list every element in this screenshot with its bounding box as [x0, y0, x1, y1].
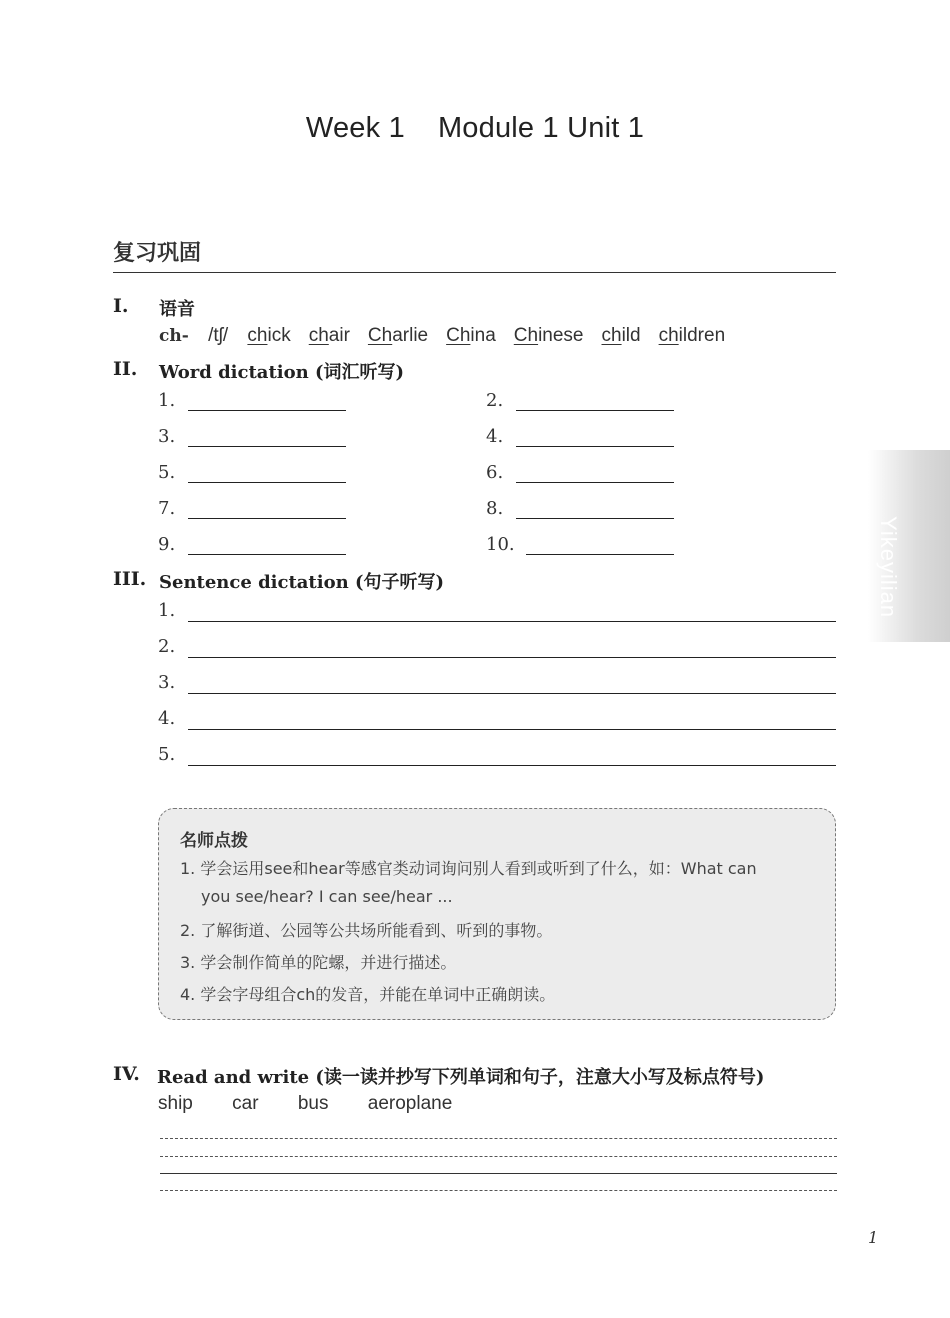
tip-line-2: 2. 了解街道、公园等公共场所能看到、听到的事物。: [180, 921, 553, 940]
word-item-number: 8.: [486, 498, 504, 519]
q3-number: III.: [113, 568, 147, 590]
phonics-word: child: [601, 325, 641, 346]
sentence-item-number: 2.: [158, 636, 176, 657]
copy-word: ship: [158, 1093, 193, 1114]
word-answer-blank[interactable]: [516, 446, 674, 447]
section-heading: 复习巩固: [113, 241, 202, 266]
sentence-item-number: 3.: [158, 672, 176, 693]
phonics-row: [159, 325, 743, 347]
word-answer-blank[interactable]: [526, 554, 674, 555]
sentence-answer-blank[interactable]: [188, 693, 836, 694]
sentence-answer-blank[interactable]: [188, 729, 836, 730]
word-item-number: 1.: [158, 390, 176, 411]
word-item-number: 10.: [486, 534, 515, 555]
tip-line-1: 1. 学会运用see和hear等感官类动词询问别人看到或听到了什么，如：What can: [180, 859, 757, 878]
tip-line-1-cont: you see/hear? I can see/hear ...: [201, 887, 453, 906]
phonics-word: Charlie: [367, 325, 429, 346]
phonics-word: chick: [247, 325, 291, 346]
sentence-answer-blank[interactable]: [188, 765, 836, 766]
sentence-item-number: 1.: [158, 600, 176, 621]
sentence-item-number: 5.: [158, 744, 176, 765]
word-answer-blank[interactable]: [188, 410, 346, 411]
q1-number: I.: [113, 295, 129, 317]
word-answer-blank[interactable]: [516, 518, 674, 519]
phonics-word: Chinese: [513, 325, 584, 346]
page-number: 1: [868, 1228, 879, 1247]
tip-line-4: 4. 学会字母组合ch的发音，并能在单词中正确朗读。: [180, 985, 556, 1004]
word-item-number: 7.: [158, 498, 176, 519]
word-item-number: 2.: [486, 390, 504, 411]
phonics-prefix: ch-: [159, 326, 189, 346]
word-item-number: 5.: [158, 462, 176, 483]
word-item-number: 6.: [486, 462, 504, 483]
q3-label: Sentence dictation (句子听写): [159, 572, 444, 593]
copy-word: car: [232, 1093, 259, 1114]
word-item-number: 4.: [486, 426, 504, 447]
word-answer-blank[interactable]: [188, 446, 346, 447]
q4-number: IV.: [113, 1063, 140, 1085]
phonics-word: China: [446, 325, 496, 346]
word-item-number: 3.: [158, 426, 176, 447]
side-tab-label: Yikeyilian: [876, 516, 901, 619]
word-answer-blank[interactable]: [516, 482, 674, 483]
sentence-item-number: 4.: [158, 708, 176, 729]
copy-word: bus: [297, 1093, 329, 1114]
tips-title: 名师点拨: [180, 831, 248, 851]
writing-line-top[interactable]: [160, 1138, 837, 1139]
word-answer-blank[interactable]: [188, 518, 346, 519]
tip-line-3: 3. 学会制作简单的陀螺，并进行描述。: [180, 953, 457, 972]
writing-line-bottom[interactable]: [160, 1190, 837, 1191]
sentence-answer-blank[interactable]: [188, 657, 836, 658]
word-item-number: 9.: [158, 534, 176, 555]
copy-words-row: [158, 1093, 486, 1115]
q1-label: 语音: [159, 299, 195, 320]
word-answer-blank[interactable]: [188, 554, 346, 555]
writing-line-upper[interactable]: [160, 1156, 837, 1157]
q2-number: II.: [113, 358, 138, 380]
phonics-words: [247, 325, 743, 346]
section-divider: [113, 272, 836, 273]
word-answer-blank[interactable]: [188, 482, 346, 483]
copy-word: aeroplane: [367, 1093, 453, 1114]
phonics-word: children: [658, 325, 726, 346]
writing-line-base[interactable]: [160, 1173, 837, 1174]
word-answer-blank[interactable]: [516, 410, 674, 411]
page-title: Week 1 Module 1 Unit 1: [305, 112, 645, 144]
q4-label: Read and write (读一读并抄写下列单词和句子，注意大小写及标点符号): [157, 1067, 765, 1088]
sentence-answer-blank[interactable]: [188, 621, 836, 622]
q2-label: Word dictation (词汇听写): [159, 362, 404, 383]
phonics-word: chair: [308, 325, 350, 346]
phonics-ipa: /tʃ/: [208, 325, 229, 346]
